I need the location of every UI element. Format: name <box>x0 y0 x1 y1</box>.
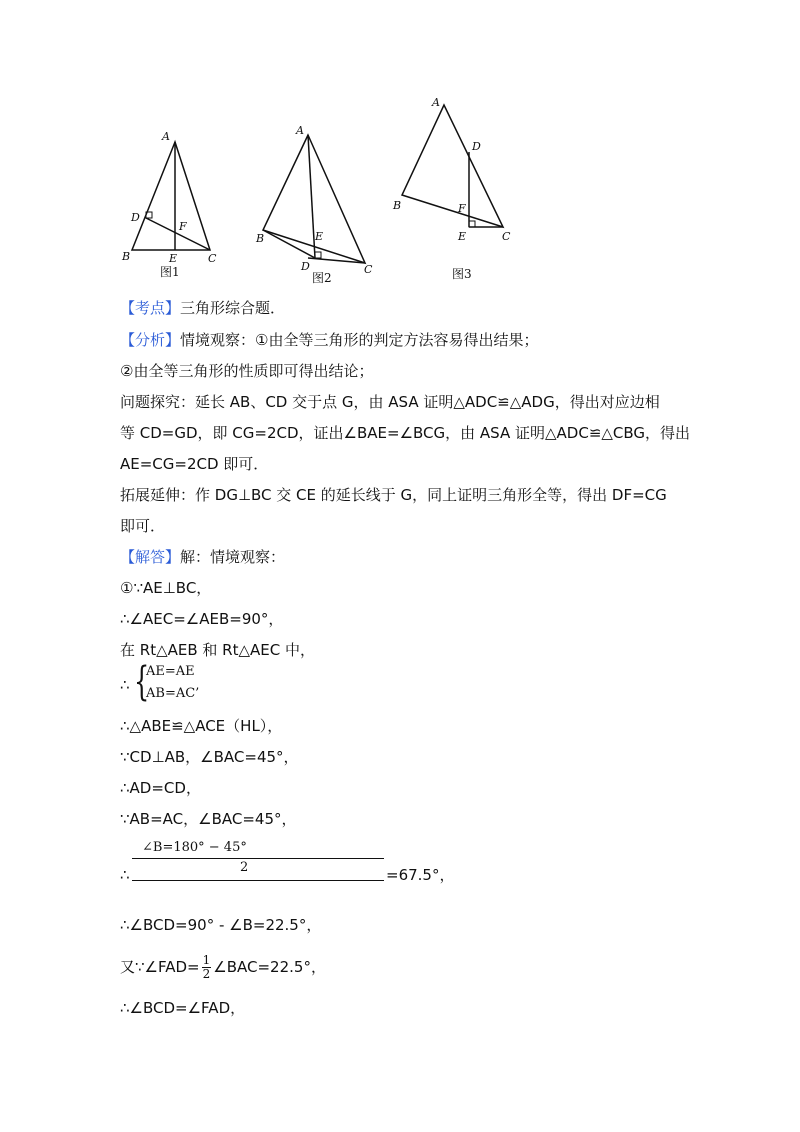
fraction-result: =67.5°， <box>386 866 455 884</box>
svg-text:F: F <box>179 220 187 233</box>
svg-text:C: C <box>502 230 511 243</box>
svg-text:图1: 图1 <box>160 265 180 279</box>
svg-text:E: E <box>169 252 178 265</box>
angle-b-fraction <box>120 838 455 888</box>
figure-1 <box>132 142 210 250</box>
step-5: ∵CD⊥AB，∠BAC=45°， <box>120 748 299 766</box>
fig3-triangle <box>402 105 503 227</box>
step-3: 在 Rt△AEB 和 Rt△AEC 中， <box>120 641 315 659</box>
kaodian-text: 三角形综合题． <box>180 299 286 317</box>
half-fraction <box>202 954 212 981</box>
jieda-intro: 解：情境观察： <box>180 548 286 566</box>
fenxi-line-6: 拓展延伸：作 DG⊥BC 交 CE 的延长线于 G，同上证明三角形全等，得出 DF=CG <box>120 486 667 504</box>
svg-text:F: F <box>458 202 466 215</box>
svg-text:图3: 图3 <box>452 267 472 281</box>
half-numerator: 1 <box>202 953 211 967</box>
system-eq-1: AE=AE <box>146 664 195 679</box>
system-eq-2: AB=AC’ <box>146 686 200 701</box>
step-2: ∴∠AEC=∠AEB=90°， <box>120 610 284 628</box>
svg-text:D: D <box>472 140 481 153</box>
step-10: ∴∠BCD=∠FAD， <box>120 999 246 1017</box>
kaodian-tag: 【考点】 <box>120 299 181 317</box>
svg-text:E: E <box>458 230 467 243</box>
svg-text:E: E <box>315 230 324 243</box>
therefore-symbol: ∴ <box>120 866 130 884</box>
step-9 <box>120 954 326 981</box>
step-9-suffix: ∠BAC=22.5°， <box>213 958 326 976</box>
fenxi-line-3: 问题探究：延长 AB、CD 交于点 G，由 ASA 证明△ADC≌△ADG，得出对应边相 <box>120 393 660 411</box>
half-denominator: 2 <box>202 967 211 981</box>
fenxi-line-4: 等 CD=GD，即 CG=2CD，证出∠BAE=∠BCG，由 ASA 证明△ADC≌△CBG，得出 <box>120 424 691 442</box>
fenxi-line-5: AE=CG=2CD 即可． <box>120 455 269 473</box>
kaodian-line <box>120 298 285 318</box>
jieda-line <box>120 547 285 567</box>
fenxi-line-1 <box>120 330 538 350</box>
figure-3 <box>402 105 503 227</box>
figure-group <box>110 90 530 290</box>
step-9-prefix: 又∵∠FAD= <box>120 958 200 976</box>
figure-2 <box>263 135 365 263</box>
fig2-right-angle <box>315 252 321 258</box>
fig1-triangle <box>132 142 210 250</box>
fraction-bar <box>132 858 384 859</box>
svg-text:图2: 图2 <box>312 271 332 285</box>
svg-text:B: B <box>122 250 131 263</box>
svg-text:D: D <box>131 211 140 224</box>
step-1: ①∵AE⊥BC， <box>120 579 212 597</box>
fraction-underline <box>132 880 384 881</box>
svg-text:B: B <box>256 232 265 245</box>
fig3-right-angle <box>469 221 475 227</box>
svg-text:C: C <box>208 252 217 265</box>
svg-text:A: A <box>296 124 304 137</box>
fraction-denominator: 2 <box>240 860 249 875</box>
fenxi-line-7: 即可． <box>120 517 166 535</box>
svg-text:A: A <box>432 96 440 109</box>
step-6: ∴AD=CD， <box>120 779 201 797</box>
svg-text:A: A <box>162 130 170 143</box>
jieda-tag: 【解答】 <box>120 548 181 566</box>
step-7: ∵AB=AC，∠BAC=45°， <box>120 810 297 828</box>
fraction-numerator: ∠B=180° − 45° <box>142 840 247 855</box>
svg-text:C: C <box>364 263 373 276</box>
fenxi-text-1: 情境观察：①由全等三角形的判定方法容易得出结果； <box>180 331 539 349</box>
equation-system <box>120 660 320 708</box>
geometry-figures <box>110 90 530 290</box>
step-8: ∴∠BCD=90° - ∠B=22.5°， <box>120 916 322 934</box>
fig2-altitude-ad <box>308 135 315 258</box>
therefore-symbol: ∴ <box>120 676 130 694</box>
svg-text:D: D <box>301 260 310 273</box>
step-4: ∴△ABE≌△ACE（HL）， <box>120 717 283 735</box>
fenxi-line-2: ②由全等三角形的性质即可得出结论； <box>120 362 374 380</box>
left-brace: { <box>134 659 150 705</box>
svg-text:B: B <box>393 199 402 212</box>
fenxi-tag: 【分析】 <box>120 331 181 349</box>
